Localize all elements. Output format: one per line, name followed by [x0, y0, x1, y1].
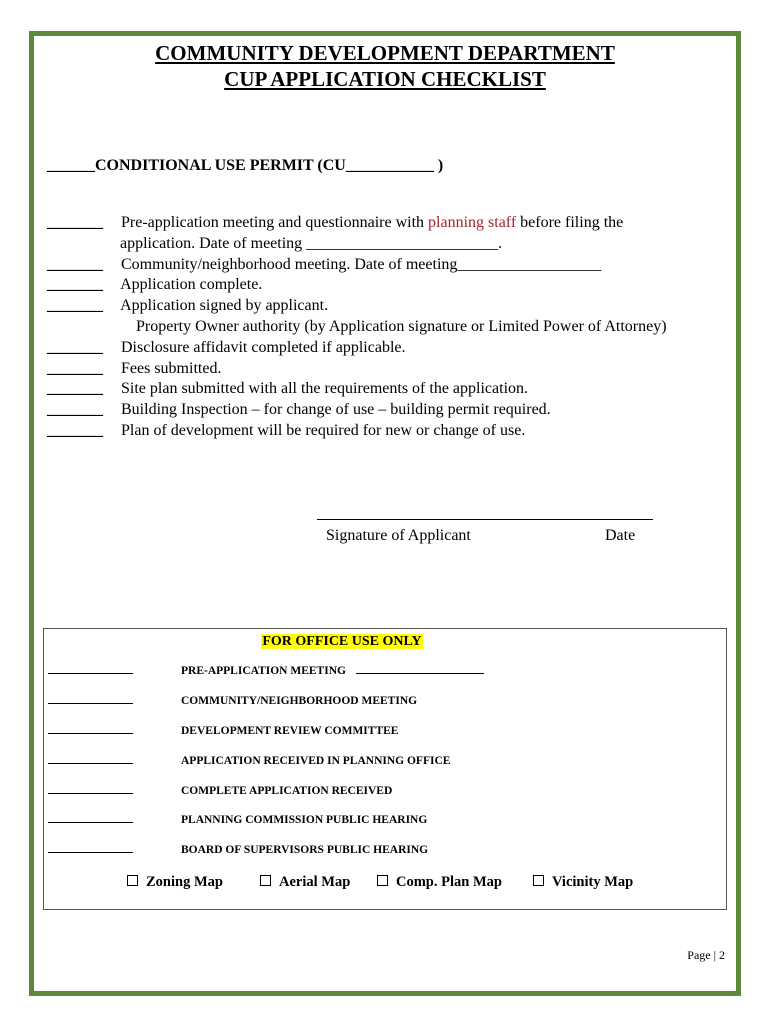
map-option-zoning[interactable]: [127, 874, 223, 891]
planning-staff-text: planning staff: [428, 214, 517, 231]
check-blank[interactable]: _______: [47, 255, 103, 273]
checklist-item-application-complete: [47, 275, 667, 296]
item-text: Disclosure affidavit completed if applicable.: [121, 338, 406, 356]
office-row-board-of-supervisors: [48, 843, 428, 856]
checklist-item-plan-of-development: [47, 421, 667, 442]
item-text: Building Inspection – for change of use – building permit required.: [121, 401, 551, 419]
check-blank[interactable]: _______: [47, 401, 103, 419]
office-row-review-committee: [48, 724, 398, 737]
item-text: Site plan submitted with all the requirements of the application.: [121, 380, 529, 398]
office-row-label: PRE-APPLICATION MEETING: [181, 665, 346, 677]
checkbox-icon[interactable]: [533, 875, 544, 886]
check-blank[interactable]: _______: [47, 421, 103, 439]
date-label: Date: [605, 527, 636, 544]
office-row-planning-commission: [48, 813, 427, 826]
item-text: Pre-application meeting and questionnaire with: [121, 214, 429, 231]
checklist-item-site-plan: [47, 379, 667, 400]
checklist-item-continuation: application. Date of meeting ________________________.: [120, 234, 503, 252]
office-use-heading: [0, 632, 684, 650]
checkbox-icon[interactable]: [377, 875, 388, 886]
office-row-label: COMPLETE APPLICATION RECEIVED: [181, 785, 393, 797]
map-label: Aerial Map: [279, 874, 351, 890]
office-blank[interactable]: [48, 843, 133, 853]
office-row-application-received: [48, 754, 450, 767]
signature-label: Signature of Applicant: [326, 527, 471, 544]
map-label: Zoning Map: [146, 874, 223, 890]
checklist-item-application-signed: [47, 296, 667, 317]
checklist-item-building-inspection: [47, 400, 667, 421]
checklist-item-community-meeting: [47, 255, 667, 276]
office-blank[interactable]: [48, 754, 133, 764]
check-blank[interactable]: _______: [47, 359, 103, 377]
office-row-label: APPLICATION RECEIVED IN PLANNING OFFICE: [181, 755, 451, 767]
checklist-subitem-owner-authority: Property Owner authority (by Application signature or Limited Power of Attorney): [136, 317, 667, 335]
check-blank[interactable]: _______: [47, 338, 103, 356]
item-text: Application signed by applicant.: [120, 297, 329, 315]
office-date-blank[interactable]: [356, 664, 484, 674]
checklist-item-disclosure: [47, 338, 667, 359]
map-option-comp-plan[interactable]: [377, 874, 502, 891]
checklist-title: CUP APPLICATION CHECKLIST: [224, 67, 546, 91]
check-blank[interactable]: _______: [47, 380, 103, 398]
permit-line: ______CONDITIONAL USE PERMIT (CU___________ ): [47, 157, 444, 174]
item-text: before filing the: [516, 214, 624, 231]
map-option-vicinity[interactable]: [533, 874, 633, 891]
office-row-label: COMMUNITY/NEIGHBORHOOD MEETING: [181, 695, 418, 707]
checklist-item-fees: [47, 359, 667, 380]
check-blank[interactable]: _______: [47, 214, 103, 231]
signature-line[interactable]: [317, 505, 653, 520]
item-text: Application complete.: [120, 276, 263, 294]
office-blank[interactable]: [48, 724, 133, 734]
office-blank[interactable]: [48, 664, 133, 674]
office-row-preapplication: [48, 664, 484, 677]
checklist: [47, 213, 667, 442]
item-text: Fees submitted.: [121, 359, 222, 377]
map-label: Vicinity Map: [552, 874, 634, 890]
office-use-heading-text: FOR OFFICE USE ONLY: [262, 634, 422, 649]
department-title: COMMUNITY DEVELOPMENT DEPARTMENT: [155, 41, 615, 65]
check-blank[interactable]: _______: [47, 276, 103, 294]
map-option-aerial[interactable]: [260, 874, 350, 891]
office-blank[interactable]: [48, 784, 133, 794]
office-blank[interactable]: [48, 694, 133, 704]
map-label: Comp. Plan Map: [396, 874, 502, 890]
checklist-item-preapplication: [47, 213, 667, 234]
office-row-community-meeting: [48, 694, 417, 707]
office-row-label: BOARD OF SUPERVISORS PUBLIC HEARING: [181, 844, 429, 856]
item-text: Plan of development will be required for new or change of use.: [121, 421, 526, 439]
check-blank[interactable]: _______: [47, 297, 103, 315]
office-row-label: PLANNING COMMISSION PUBLIC HEARING: [181, 814, 428, 826]
page-number: Page | 2: [687, 948, 725, 962]
office-row-label: DEVELOPMENT REVIEW COMMITTEE: [181, 725, 399, 737]
office-row-complete-application: [48, 784, 392, 797]
item-text: Community/neighborhood meeting. Date of meeting__________________: [121, 255, 602, 273]
checkbox-icon[interactable]: [127, 875, 138, 886]
office-blank[interactable]: [48, 813, 133, 823]
checkbox-icon[interactable]: [260, 875, 271, 886]
